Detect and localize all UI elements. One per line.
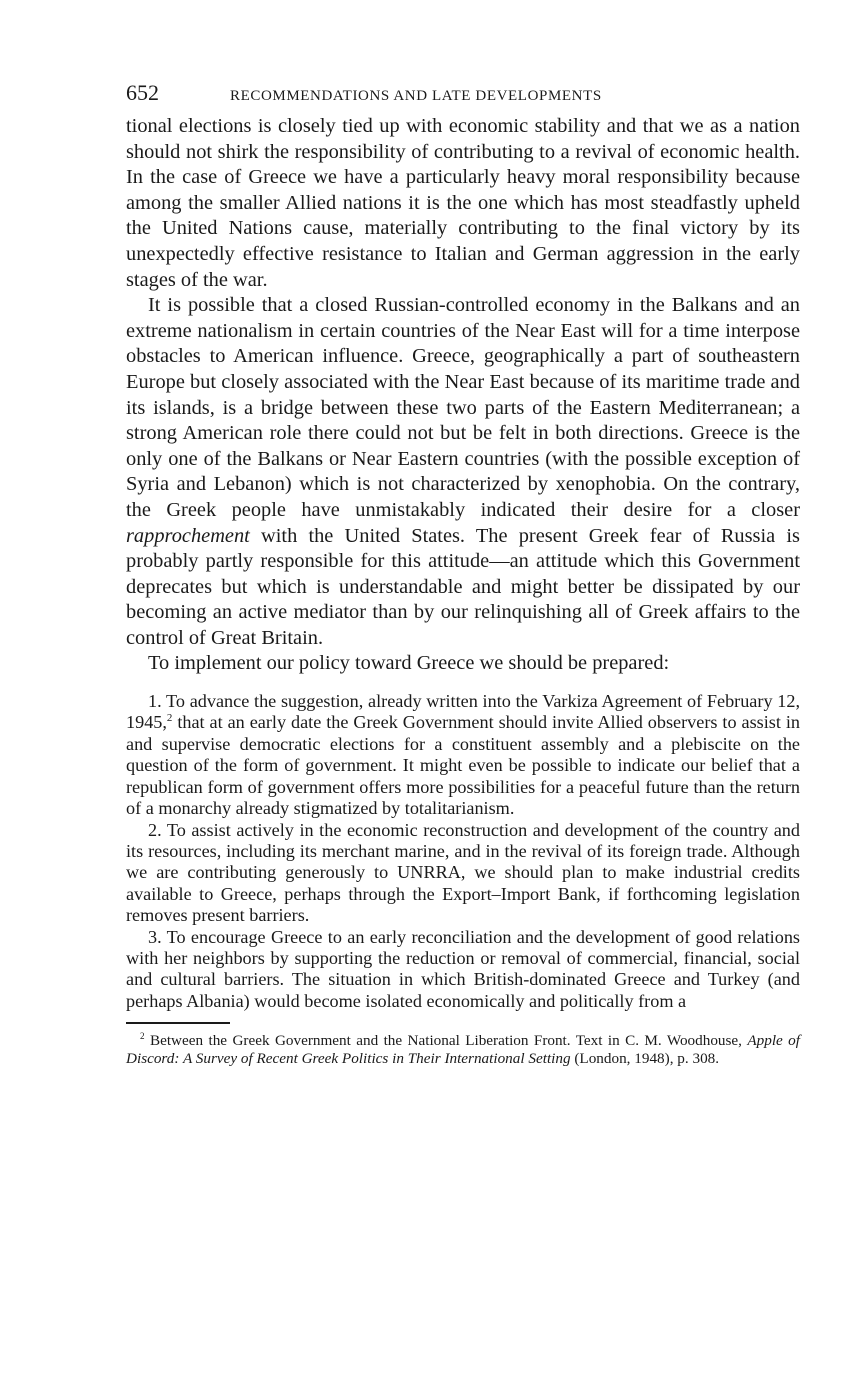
running-title: RECOMMENDATIONS AND LATE DEVELOPMENTS: [230, 88, 602, 104]
footnote-book-title: Apple of Discord: A Survey of Recent Greek Politics in Their International Setting: [126, 1032, 800, 1067]
list-item-3: 3. To encourage Greece to an early reconciliation and the development of good relations with her neighbors by supporting the reduction or removal of commercial, financial, social and cultural barriers. The situation in which British-dominated Greece and Turkey (and perhaps Albania) would become isolated economically and politically from a: [126, 926, 800, 1011]
footnote-marker: 2: [140, 1031, 145, 1042]
page-number: 652: [126, 80, 159, 105]
list-item-1: [126, 691, 800, 819]
list-item-2: 2. To assist actively in the economic reconstruction and development of the country and its resources, including its merchant marine, and in the revival of its foreign trade. Although we are contributing generously to UNRRA, we should plan to make industrial credits available to Greece, perhaps through the Export–Import Bank, if forthcoming legislation removes present barriers.: [126, 819, 800, 926]
book-page: [126, 80, 800, 1067]
body-paragraph-1: tional elections is closely tied up with economic stability and that we as a nation should not shirk the responsibility of contributing to a revival of economic health. In the case of Greece we have a particularly heavy moral responsibility because among the smaller Allied nations it is the one which has most steadfastly upheld the United Nations cause, materially contributing to the final victory by its unexpectedly effective resistance to Italian and German aggression in the early stages of the war.: [126, 115, 800, 291]
footnote-text-start: Between the Greek Government and the National Liberation Front. Text in C. M. Woodhouse,: [144, 1032, 748, 1050]
footnote-text-end: (London, 1948), p. 308.: [570, 1049, 720, 1067]
italic-term: rapprochement: [126, 524, 250, 547]
body-paragraph-2: [126, 293, 800, 651]
footnote-divider: [126, 1022, 230, 1024]
paragraph-2-text-start: It is possible that a closed Russian-controlled economy in the Balkans and an extreme nationalism in certain countries of the Near East will for a time interpose obstacles to American influence. Greece, geographically a part of southeastern Europe but closely associated with the Near East because of its maritime trade and its islands, is a bridge between these two parts of the Eastern Mediterranean; a strong American role there could not but be felt in both directions. Greece is the only one of the Balkans or Near Eastern countries (with the possible exception of Syria and Lebanon) which is not characterized by xenophobia. On the contrary, the Greek people have unmistakably indicated their desire for a closer: [126, 294, 800, 521]
list-item-1-text-end: that at an early date the Greek Government should invite Allied observers to assist in and supervise democratic elections for a constituent assembly and a plebiscite on the question of the form of government. It might even be possible to indicate our belief that a republican form of government offers more possibilities for a peaceful future than the return of a monarchy already stigmatized by totalitarianism.: [126, 712, 800, 819]
footnote: [126, 1032, 800, 1067]
body-paragraph-3: To implement our policy toward Greece we should be prepared:: [148, 652, 670, 675]
recommendation-list: [126, 691, 800, 1012]
running-head: [126, 80, 800, 114]
paragraph-2-text-end: with the United States. The present Greek fear of Russia is probably partly responsible for this attitude—an attitude which this Government deprecates but which is understandable and might better be dissipated by our becoming an active mediator than by our relinquishing all of Greek affairs to the control of Great Britain.: [126, 524, 800, 649]
list-item-1-text-start: 1. To advance the suggestion, already written into the Varkiza Agreement of February 12, 1945,: [126, 691, 800, 733]
footnote-reference: 2: [166, 712, 173, 725]
